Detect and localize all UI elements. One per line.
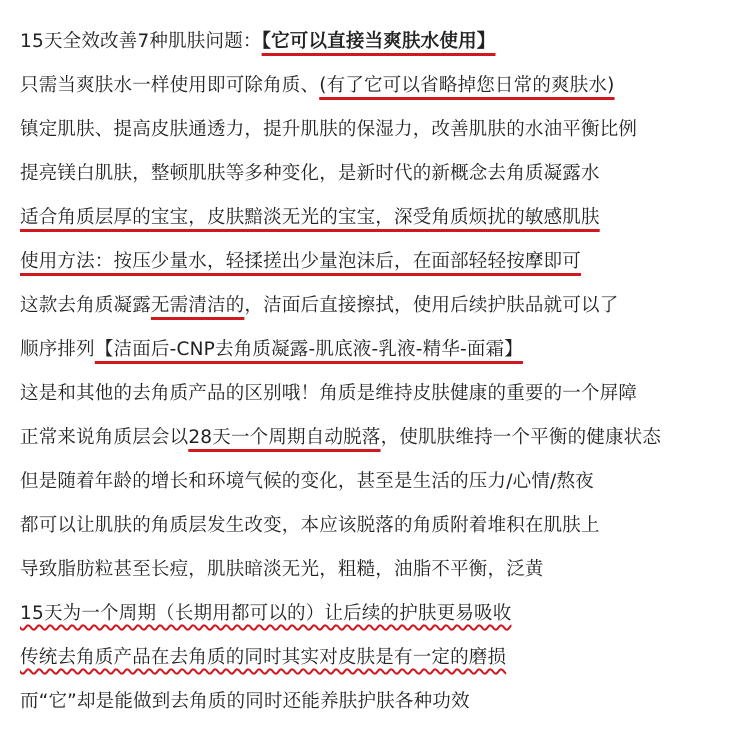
text-line-7 [20, 294, 618, 318]
line-2-highlight: (有了它可以省略掉您日常的爽肤水) [319, 75, 615, 96]
text-line-10 [20, 426, 661, 450]
line-1-highlight: 【它可以直接当爽肤水使用】 [261, 31, 496, 52]
text-line-15 [20, 646, 506, 670]
line-2-text: 只需当爽肤水一样使用即可除角质、 [20, 75, 320, 96]
text-line-14 [20, 602, 511, 626]
line-7-text: 这款去角质凝露 [20, 295, 151, 316]
line-6-highlight: 使用方法：按压少量水，轻揉搓出少量泡沫后，在面部轻轻按摩即可 [20, 251, 582, 272]
line-9-text: 这是和其他的去角质产品的区别哦！角质是维持皮肤健康的重要的一个屏障 [20, 383, 638, 404]
line-16-text: 而“它”却是能做到去角质的同时还能养肤护肤各种功效 [20, 691, 470, 712]
text-line-2 [20, 74, 615, 98]
line-10-highlight: 28天一个周期自动脱落 [188, 427, 381, 448]
line-13-text: 导致脂肪粒甚至长痘，肌肤暗淡无光，粗糙，油脂不平衡，泛黄 [20, 559, 544, 580]
line-7-highlight: 无需清洁的 [150, 295, 245, 316]
line-15-highlight: 传统去角质产品在去角质的同时其实对皮肤是有一定的磨损 [20, 647, 507, 668]
line-14-highlight: 15天为一个周期（长期用都可以的）让后续的护肤更易吸收 [20, 603, 512, 624]
text-line-8 [20, 338, 523, 362]
text-line-12 [20, 514, 600, 538]
line-3-text: 镇定肌肤、提高皮肤通透力，提升肌肤的保湿力，改善肌肤的水油平衡比例 [20, 119, 638, 140]
line-8-highlight: 【洁面后-CNP去角质凝露-肌底液-乳液-精华-面霜】 [94, 339, 524, 360]
line-8-text: 顺序排列 [20, 339, 95, 360]
text-line-13 [20, 558, 544, 582]
text-line-5 [20, 206, 600, 230]
text-line-11 [20, 470, 594, 494]
line-12-text: 都可以让肌肤的角质层发生改变，本应该脱落的角质附着堆积在肌肤上 [20, 515, 600, 536]
text-line-6 [20, 250, 581, 274]
line-10-text: 正常来说角质层会以 [20, 427, 189, 448]
line-4-text: 提亮镁白肌肤，整顿肌肤等多种变化，是新时代的新概念去角质凝露水 [20, 163, 600, 184]
line-10-text-end: ，使肌肤维持一个平衡的健康状态 [380, 427, 662, 448]
text-line-3 [20, 118, 637, 142]
line-7-text-end: ，洁面后直接擦拭，使用后续护肤品就可以了 [244, 295, 619, 316]
line-5-highlight: 适合角质层厚的宝宝，皮肤黯淡无光的宝宝，深受角质烦扰的敏感肌肤 [20, 207, 600, 228]
text-line-9 [20, 382, 637, 406]
line-11-text: 但是随着年龄的增长和环境气候的变化，甚至是生活的压力/心情/熬夜 [20, 471, 594, 492]
text-line-1 [20, 30, 495, 54]
line-1-text: 15天全效改善7种肌肤问题： [20, 31, 262, 52]
text-line-16 [20, 690, 470, 714]
text-line-4 [20, 162, 600, 186]
